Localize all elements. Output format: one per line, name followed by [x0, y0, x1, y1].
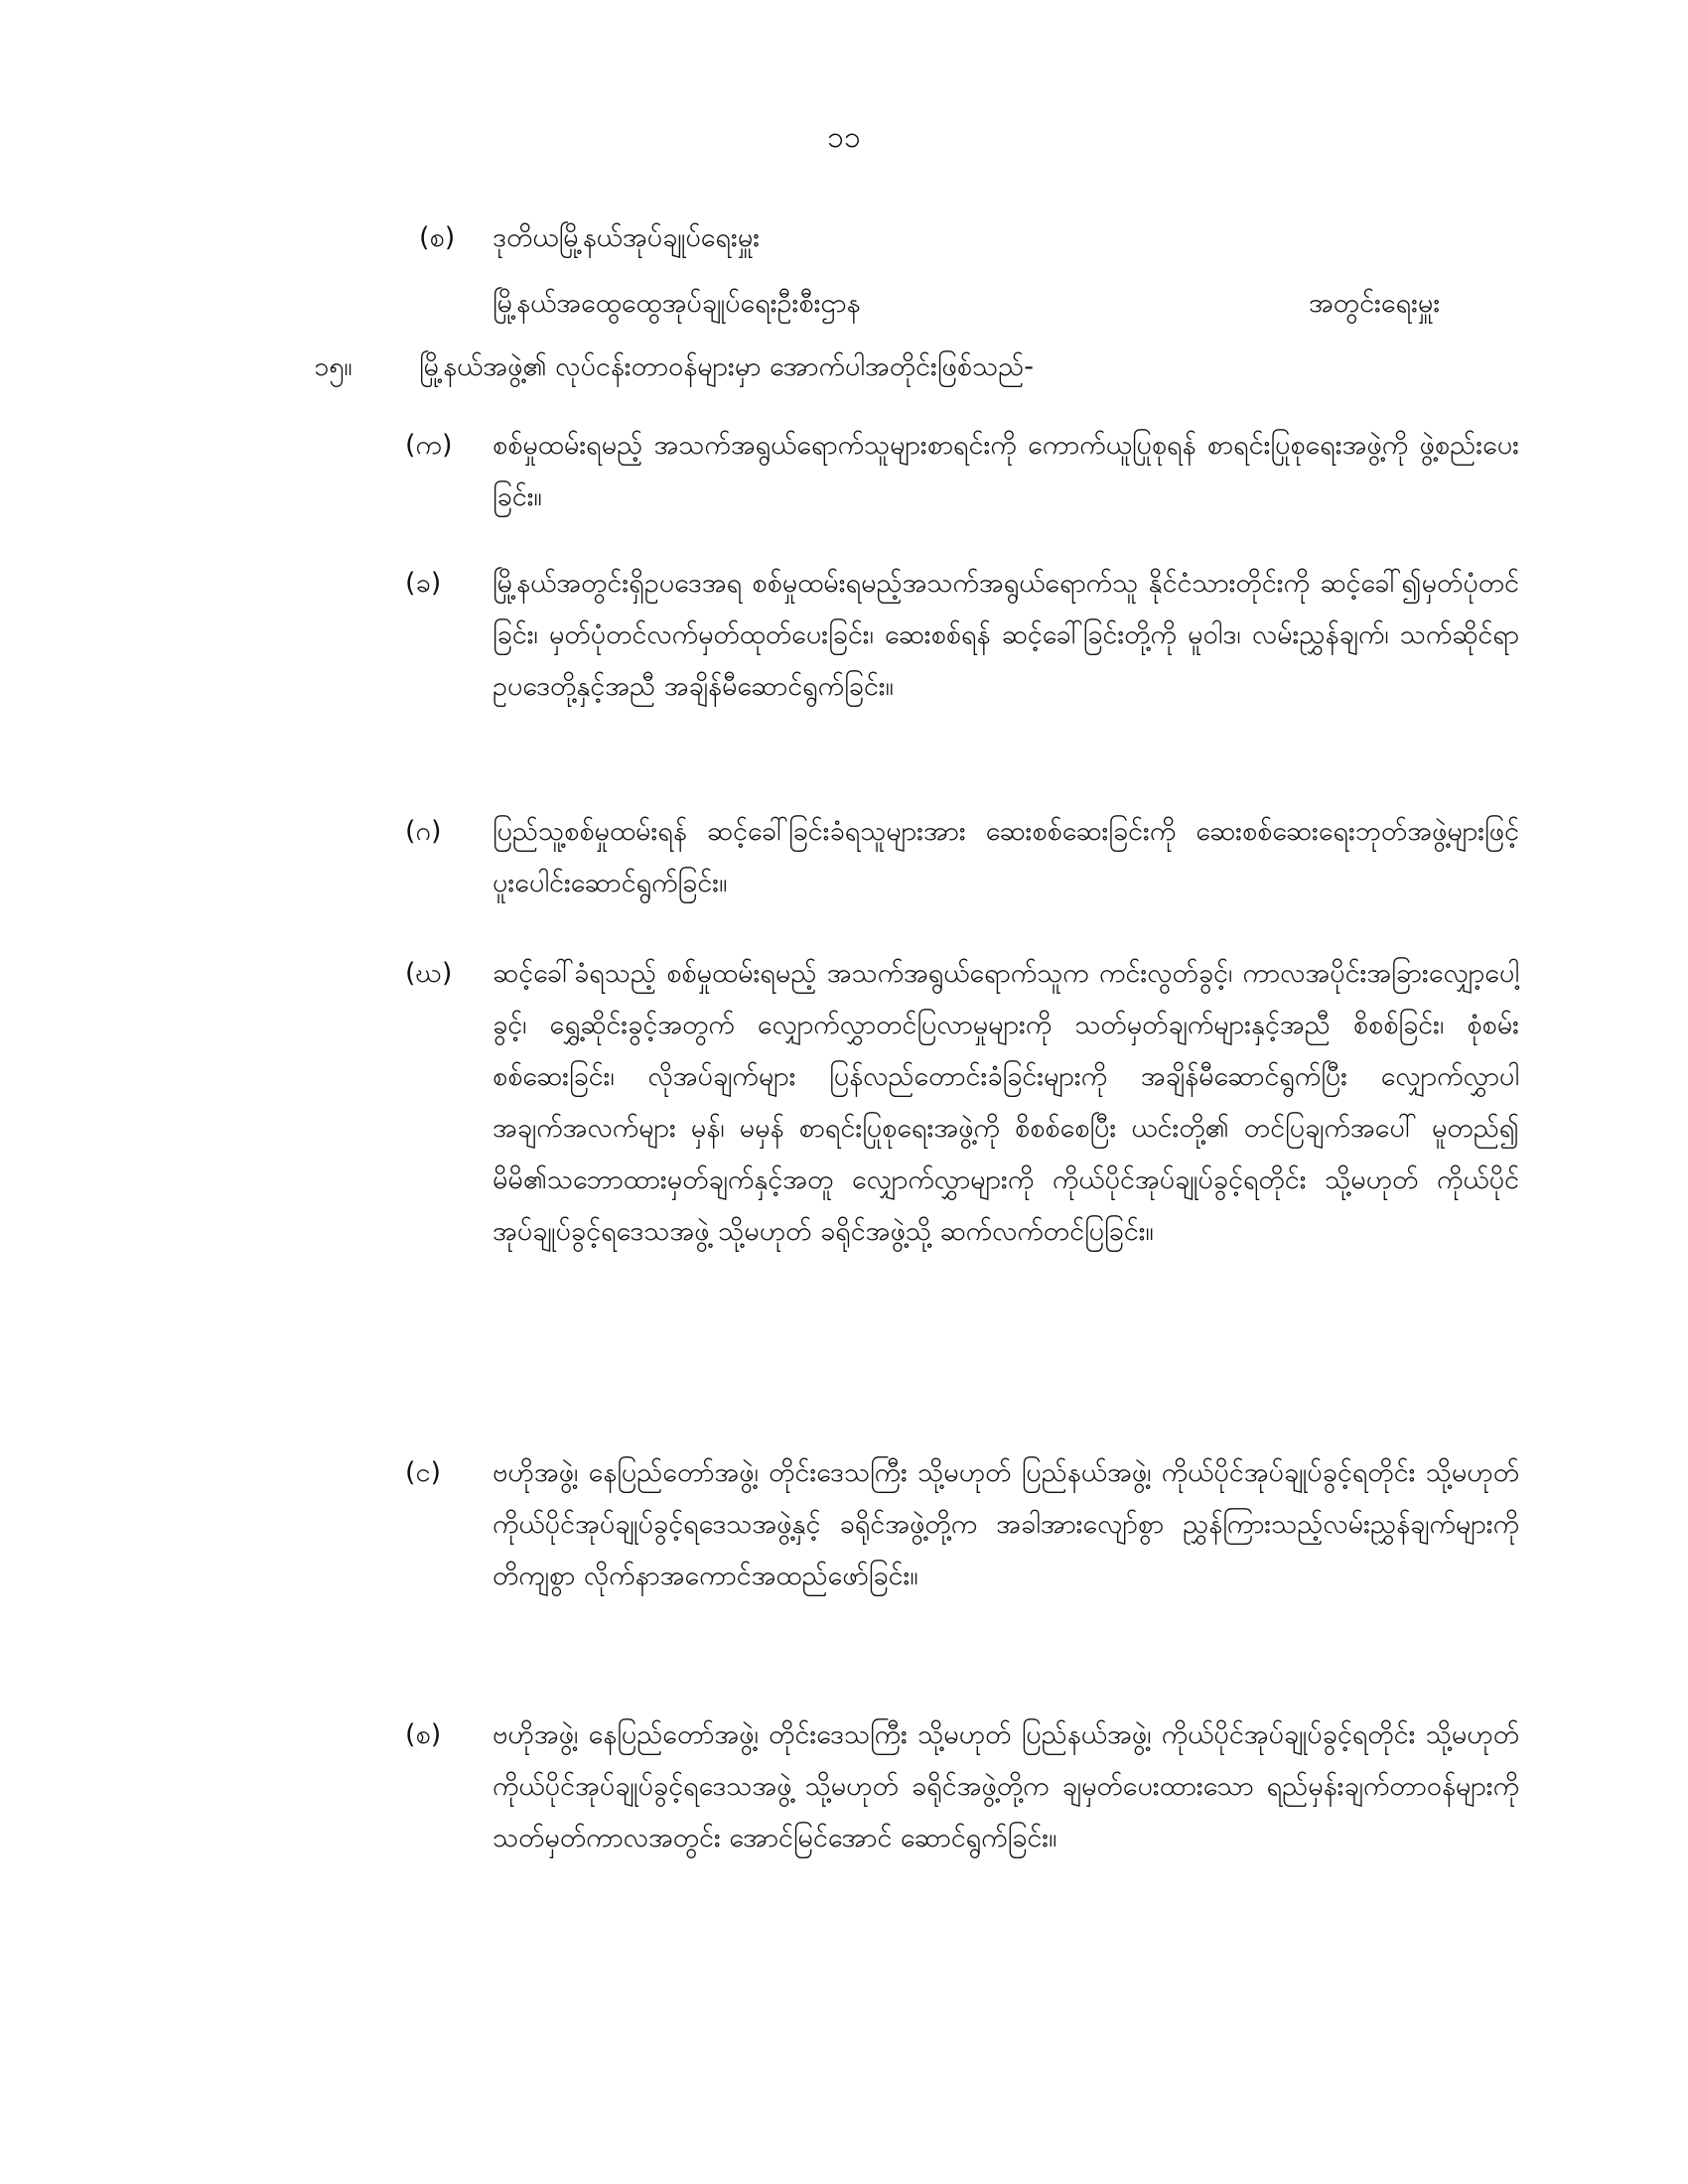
list-item-text: စစ်မှုထမ်းရမည့် အသက်အရွယ်ရောက်သူများစာရင်းကို ကောက်ယူပြုစုရန် စာရင်းပြုစုရေးအဖွဲ့ကို ဖွဲ့စည်းပေးခြင်း။: [492, 430, 1519, 512]
list-item-label: (ဃ): [405, 958, 453, 989]
list-item-text: မြို့နယ်အတွင်းရှိဥပဒေအရ စစ်မှုထမ်းရမည့်အသက်အရွယ်ရောက်သူ နိုင်ငံသားတိုင်းကို ဆင့်ခေါ်၍မှတ်ပုံတင်ခြင်း၊ မှတ်ပုံတင်လက်မှတ်ထုတ်ပေးခြင်း၊ ဆေးစစ်ရန် ဆင့်ခေါ်ခြင်းတို့ကို မူဝါဒ၊ လမ်းညွှန်ချက်၊ သက်ဆိုင်ရာဥပဒေတို့နှင့်အညီ အချိန်မီဆောင်ရွက်ခြင်း။: [492, 568, 1519, 702]
list-item-text: ပြည်သူ့စစ်မှုထမ်းရန် ဆင့်ခေါ်ခြင်းခံရသူများအား ဆေးစစ်ဆေးခြင်းကို ဆေးစစ်ဆေးရေးဘုတ်အဖွဲ့များဖြင့် ပူးပေါင်းဆောင်ရွက်ခြင်း။: [492, 816, 1519, 898]
list-item-text: ဗဟိုအဖွဲ့၊ နေပြည်တော်အဖွဲ့၊ တိုင်းဒေသကြီး သို့မဟုတ် ပြည်နယ်အဖွဲ့၊ ကိုယ်ပိုင်အုပ်ချုပ်ခွင့်ရတိုင်း သို့မဟုတ် ကိုယ်ပိုင်အုပ်ချုပ်ခွင့်ရဒေသအဖွဲ့ သို့မဟုတ် ခရိုင်အဖွဲ့တို့က ချမှတ်ပေးထားသော ရည်မှန်းချက်တာဝန်များကို သတ်မှတ်ကာလအတွင်း အောင်မြင်အောင် ဆောင်ရွက်ခြင်း။: [492, 1719, 1519, 1853]
list-item: [407, 1709, 1519, 1864]
list-item: [407, 558, 1519, 713]
list-item-label: (စ): [405, 1719, 442, 1750]
sub-entry-label: (စ): [419, 222, 456, 253]
sub-entry-position: အတွင်းရေးမှူး: [1309, 288, 1441, 319]
list-item-label: (က): [405, 430, 453, 461]
sub-entry-title: ဒုတိယမြို့နယ်အုပ်ချုပ်ရေးမှူး: [492, 222, 761, 253]
list-item-label: (ဂ): [405, 816, 442, 847]
section-number: ၁၅။: [314, 351, 352, 382]
list-item-label: (ခ): [405, 568, 442, 599]
list-item-text: ဗဟိုအဖွဲ့၊ နေပြည်တော်အဖွဲ့၊ တိုင်းဒေသကြီး သို့မဟုတ် ပြည်နယ်အဖွဲ့၊ ကိုယ်ပိုင်အုပ်ချုပ်ခွင့်ရတိုင်း သို့မဟုတ် ကိုယ်ပိုင်အုပ်ချုပ်ခွင့်ရဒေသအဖွဲ့နှင့် ခရိုင်အဖွဲ့တို့က အခါအားလျော်စွာ ညွှန်ကြားသည့်လမ်းညွှန်ချက်များကို တိကျစွာ လိုက်နာအကောင်အထည်ဖော်ခြင်း။: [492, 1457, 1519, 1591]
page-number: ၁၁: [827, 120, 861, 155]
section-heading: မြို့နယ်အဖွဲ့၏ လုပ်ငန်းတာဝန်များမှာ အောက်ပါအတိုင်းဖြစ်သည်-: [419, 351, 1034, 382]
list-item: [407, 948, 1519, 1258]
list-item: [407, 806, 1519, 909]
list-item: [407, 1447, 1519, 1602]
list-item-label: (င): [405, 1457, 442, 1488]
list-item-text: ဆင့်ခေါ်ခံရသည့် စစ်မှုထမ်းရမည့် အသက်အရွယ်ရောက်သူက ကင်းလွတ်ခွင့်၊ ကာလအပိုင်းအခြားလျှော့ပေါ့ခွင့်၊ ရွှေ့ဆိုင်းခွင့်အတွက် လျှောက်လွှာတင်ပြလာမှုများကို သတ်မှတ်ချက်များနှင့်အညီ စိစစ်ခြင်း၊ စုံစမ်းစစ်ဆေးခြင်း၊ လိုအပ်ချက်များ ပြန်လည်တောင်းခံခြင်းများကို အချိန်မီဆောင်ရွက်ပြီး လျှောက်လွှာပါ အချက်အလက်များ မှန်၊ မမှန် စာရင်းပြုစုရေးအဖွဲ့ကို စိစစ်စေပြီး ယင်းတို့၏ တင်ပြချက်အပေါ် မူတည်၍ မိမိ၏သဘောထားမှတ်ချက်နှင့်အတူ လျှောက်လွှာများကို ကိုယ်ပိုင်အုပ်ချုပ်ခွင့်ရတိုင်း သို့မဟုတ် ကိုယ်ပိုင်အုပ်ချုပ်ခွင့်ရဒေသအဖွဲ့ သို့မဟုတ် ခရိုင်အဖွဲ့သို့ ဆက်လက်တင်ပြခြင်း။: [492, 958, 1519, 1247]
list-item: [407, 420, 1519, 523]
sub-entry-department: မြို့နယ်အထွေထွေအုပ်ချုပ်ရေးဦးစီးဌာန: [492, 288, 861, 319]
